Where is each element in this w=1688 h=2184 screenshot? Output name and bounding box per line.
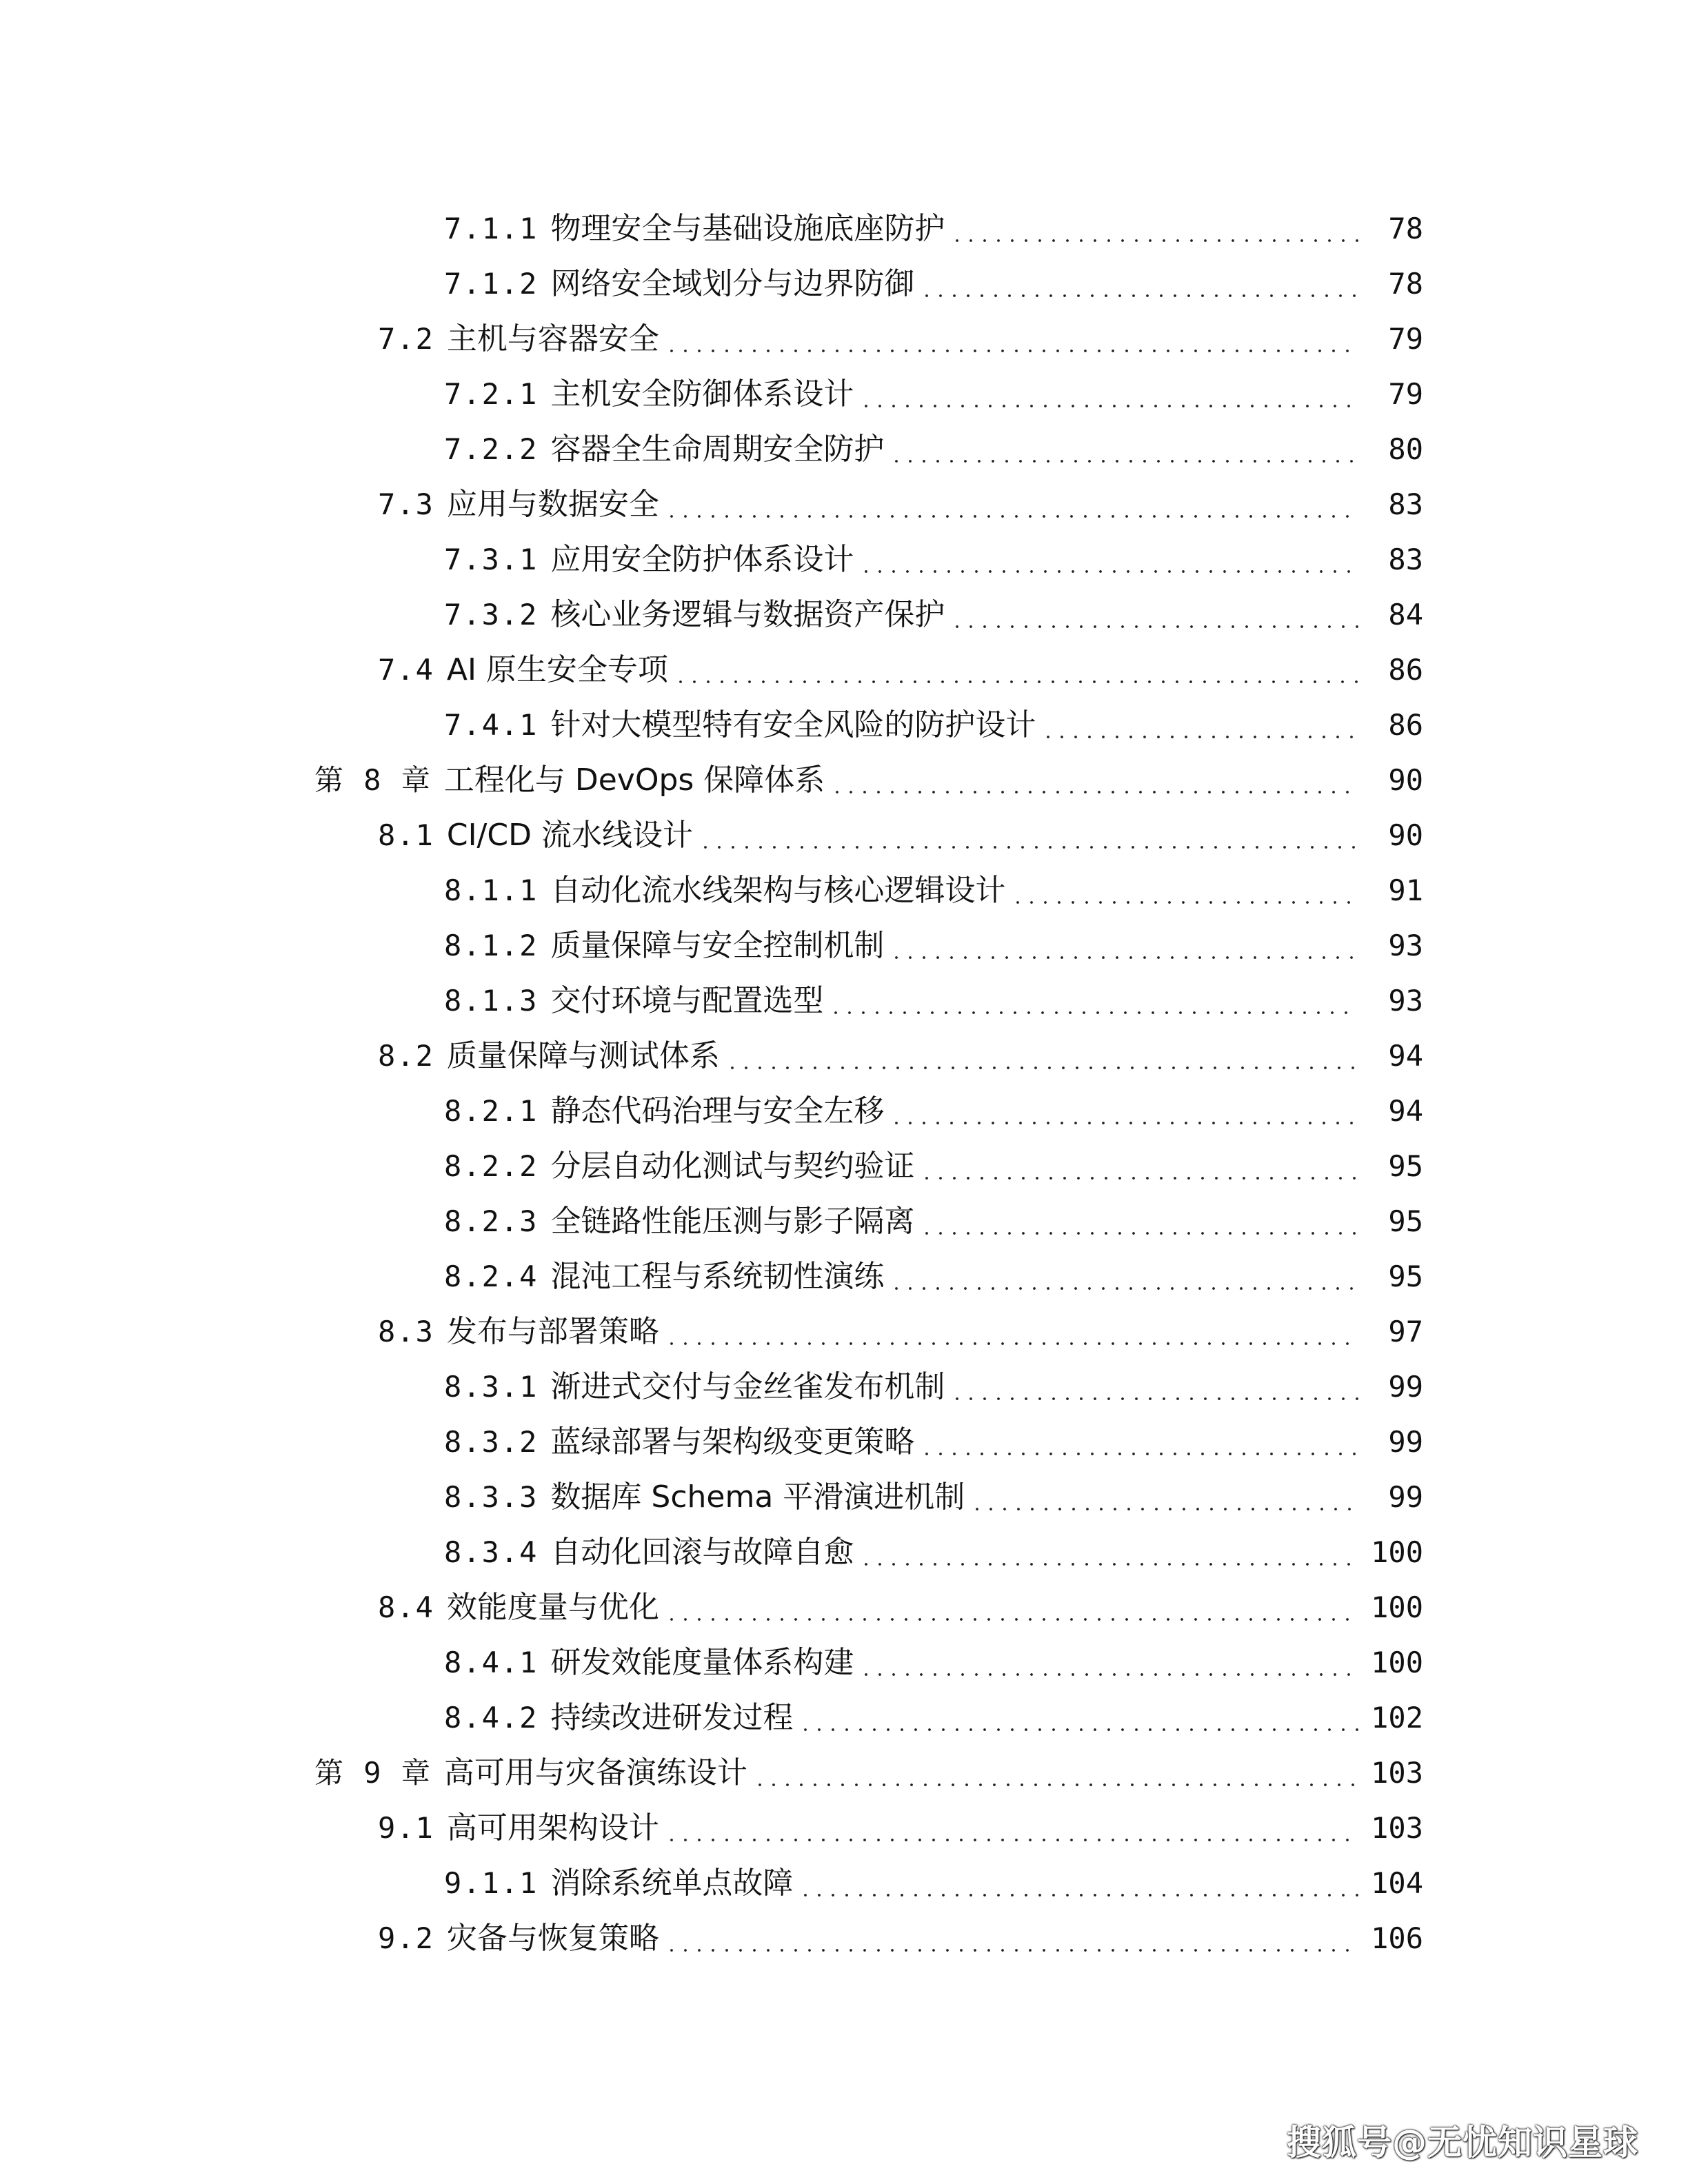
toc-entry-title: 发布与部署策略: [446, 1314, 659, 1349]
dot-leader: [665, 1801, 1358, 1856]
toc-entry-title: 工程化与 DevOps 保障体系: [443, 762, 825, 798]
toc-entry-title: 应用与数据安全: [446, 487, 659, 522]
dot-leader: [950, 1359, 1358, 1415]
toc-entry-page-number: 97: [1388, 1315, 1423, 1348]
dot-leader: [920, 1139, 1358, 1194]
toc-entry-number: 8.2: [378, 1039, 434, 1073]
toc-entry-number: 8.3.1: [444, 1370, 539, 1404]
toc-entry-page-number: 106: [1371, 1921, 1423, 1955]
toc-entry-title: 渐进式交付与金丝雀发布机制: [550, 1369, 945, 1404]
toc-entry-page-number: 100: [1371, 1535, 1423, 1569]
toc-entry-page-number: 83: [1388, 543, 1423, 576]
toc-entry-title: 效能度量与优化: [446, 1590, 659, 1625]
toc-entry-page-number: 103: [1371, 1756, 1423, 1790]
toc-entry-number: 9.1: [378, 1811, 434, 1845]
toc-entry-page-number: 93: [1388, 929, 1423, 962]
toc-entry[interactable]: [0, 1690, 1688, 1746]
toc-entry-title: 主机与容器安全: [446, 321, 659, 356]
toc-entry-page-number: 100: [1371, 1646, 1423, 1679]
toc-entry[interactable]: [0, 1139, 1688, 1194]
toc-entry-title: 质量保障与安全控制机制: [550, 928, 885, 963]
toc-entry[interactable]: [0, 1084, 1688, 1139]
toc-entry-page-number: 78: [1388, 267, 1423, 301]
toc-entry-number: 8.1.1: [444, 873, 539, 907]
toc-entry-page-number: 84: [1388, 598, 1423, 631]
dot-leader: [920, 1415, 1358, 1470]
dot-leader: [890, 918, 1358, 973]
toc-entry-page-number: 93: [1388, 984, 1423, 1018]
toc-entry-number: 8.3.3: [444, 1480, 539, 1514]
toc-entry-page-number: 90: [1388, 763, 1423, 797]
toc-entry-page-number: 86: [1388, 653, 1423, 687]
toc-entry-page-number: 95: [1388, 1204, 1423, 1238]
dot-leader: [890, 1084, 1358, 1139]
toc-entry[interactable]: [0, 753, 1688, 808]
watermark-text: 搜狐号@无忧知识星球: [1287, 2123, 1638, 2163]
toc-entry[interactable]: [0, 808, 1688, 863]
toc-entry[interactable]: [0, 1470, 1688, 1525]
toc-entry[interactable]: [0, 1359, 1688, 1415]
toc-entry-number: 7.2.1: [444, 377, 539, 411]
toc-entry[interactable]: [0, 1580, 1688, 1635]
toc-entry-number: 7.3.1: [444, 543, 539, 576]
dot-leader: [1011, 863, 1358, 918]
toc-entry-number: 8.4.2: [444, 1701, 539, 1735]
toc-entry[interactable]: [0, 477, 1688, 532]
toc-entry-page-number: 94: [1388, 1094, 1423, 1128]
toc-entry[interactable]: [0, 422, 1688, 477]
dot-leader: [665, 477, 1358, 532]
toc-entry[interactable]: [0, 1415, 1688, 1470]
toc-entry[interactable]: [0, 587, 1688, 643]
dot-leader: [890, 1249, 1358, 1304]
toc-entry[interactable]: [0, 1304, 1688, 1359]
toc-entry-title: 自动化回滚与故障自愈: [550, 1535, 854, 1570]
toc-entry-title: 应用安全防护体系设计: [550, 542, 854, 577]
dot-leader: [890, 422, 1358, 477]
toc-entry-page-number: 103: [1371, 1811, 1423, 1845]
toc-entry[interactable]: [0, 863, 1688, 918]
toc-entry-number: 9.1.1: [444, 1866, 539, 1900]
toc-entry[interactable]: [0, 312, 1688, 367]
dot-leader: [665, 1911, 1358, 1966]
toc-entry[interactable]: [0, 973, 1688, 1029]
dot-leader: [798, 1690, 1358, 1746]
toc-entry-title: CI/CD 流水线设计: [446, 818, 693, 853]
toc-entry-title: 物理安全与基础设施底座防护: [550, 211, 945, 246]
toc-entry-number: 第 9 章: [314, 1756, 432, 1790]
toc-entry-title: 分层自动化测试与契约验证: [550, 1149, 915, 1184]
toc-entry-number: 7.2.2: [444, 432, 539, 466]
toc-entry[interactable]: [0, 1746, 1688, 1801]
toc-entry-page-number: 102: [1371, 1701, 1423, 1735]
toc-entry[interactable]: [0, 698, 1688, 753]
dot-leader: [829, 973, 1358, 1029]
toc-entry[interactable]: [0, 1911, 1688, 1966]
toc-entry-number: 8.1: [378, 818, 434, 852]
toc-entry-number: 8.1.3: [444, 984, 539, 1018]
toc-entry-title: 蓝绿部署与架构级变更策略: [550, 1424, 915, 1459]
toc-entry[interactable]: [0, 643, 1688, 698]
dot-leader: [725, 1029, 1358, 1084]
toc-entry-number: 8.1.2: [444, 929, 539, 962]
toc-entry-page-number: 99: [1388, 1480, 1423, 1514]
dot-leader: [859, 1525, 1358, 1580]
toc-entry-number: 8.3.2: [444, 1425, 539, 1459]
toc-entry-title: 容器全生命周期安全防护: [550, 432, 885, 467]
toc-entry-page-number: 91: [1388, 873, 1423, 907]
dot-leader: [950, 201, 1358, 256]
toc-entry-page-number: 99: [1388, 1425, 1423, 1459]
toc-entry[interactable]: [0, 1249, 1688, 1304]
toc-entry-page-number: 95: [1388, 1149, 1423, 1183]
dot-leader: [859, 532, 1358, 587]
toc-entry-page-number: 95: [1388, 1260, 1423, 1293]
toc-entry-title: 全链路性能压测与影子隔离: [550, 1204, 915, 1239]
dot-leader: [674, 643, 1358, 698]
toc-entry[interactable]: [0, 201, 1688, 256]
dot-leader: [798, 1856, 1358, 1911]
toc-entry-page-number: 79: [1388, 322, 1423, 356]
toc-entry-number: 第 8 章: [314, 763, 432, 797]
toc-entry-number: 8.2.3: [444, 1204, 539, 1238]
toc-entry-number: 8.2.4: [444, 1260, 539, 1293]
toc-entry[interactable]: [0, 918, 1688, 973]
toc-entry-title: 针对大模型特有安全风险的防护设计: [550, 707, 1036, 742]
toc-entry[interactable]: [0, 1801, 1688, 1856]
toc-entry-title: 消除系统单点故障: [550, 1866, 794, 1901]
toc-entry-page-number: 104: [1371, 1866, 1423, 1900]
toc-entry-title: 静态代码治理与安全左移: [550, 1093, 885, 1129]
table-of-contents: [0, 201, 1688, 1966]
toc-entry-title: 质量保障与测试体系: [446, 1038, 720, 1073]
dot-leader: [699, 808, 1358, 863]
toc-entry-number: 7.2: [378, 322, 434, 356]
toc-entry-page-number: 99: [1388, 1370, 1423, 1404]
toc-entry-page-number: 86: [1388, 708, 1423, 742]
toc-entry[interactable]: [0, 1856, 1688, 1911]
dot-leader: [859, 367, 1358, 422]
toc-entry-title: 研发效能度量体系构建: [550, 1645, 854, 1680]
dot-leader: [859, 1635, 1358, 1690]
dot-leader: [920, 1194, 1358, 1249]
toc-entry-page-number: 83: [1388, 487, 1423, 521]
toc-entry-number: 8.3.4: [444, 1535, 539, 1569]
toc-entry-title: 核心业务逻辑与数据资产保护: [550, 597, 945, 632]
toc-entry-number: 7.3.2: [444, 598, 539, 631]
toc-entry-number: 8.4: [378, 1590, 434, 1624]
toc-entry-number: 7.4.1: [444, 708, 539, 742]
toc-entry-number: 7.1.1: [444, 212, 539, 245]
toc-entry[interactable]: [0, 1635, 1688, 1690]
toc-entry-page-number: 80: [1388, 432, 1423, 466]
toc-entry-title: 高可用与灾备演练设计: [443, 1755, 747, 1790]
toc-entry-page-number: 78: [1388, 212, 1423, 245]
toc-entry[interactable]: [0, 1525, 1688, 1580]
toc-entry-title: 高可用架构设计: [446, 1810, 659, 1846]
toc-entry-title: 自动化流水线架构与核心逻辑设计: [550, 873, 1006, 908]
dot-leader: [970, 1470, 1358, 1525]
toc-entry[interactable]: [0, 367, 1688, 422]
toc-entry-title: 灾备与恢复策略: [446, 1921, 659, 1956]
toc-entry-page-number: 79: [1388, 377, 1423, 411]
dot-leader: [753, 1746, 1358, 1801]
toc-entry-page-number: 90: [1388, 818, 1423, 852]
toc-entry-number: 7.1.2: [444, 267, 539, 301]
dot-leader: [665, 1304, 1358, 1359]
dot-leader: [920, 256, 1358, 312]
toc-entry-page-number: 94: [1388, 1039, 1423, 1073]
toc-entry-title: 主机安全防御体系设计: [550, 376, 854, 412]
dot-leader: [665, 1580, 1358, 1635]
toc-entry-title: 持续改进研发过程: [550, 1700, 794, 1735]
dot-leader: [830, 753, 1358, 808]
toc-entry-number: 7.4: [378, 653, 434, 687]
dot-leader: [665, 312, 1358, 367]
toc-entry-number: 7.3: [378, 487, 434, 521]
toc-entry-number: 8.3: [378, 1315, 434, 1348]
toc-entry-page-number: 100: [1371, 1590, 1423, 1624]
toc-entry-number: 8.4.1: [444, 1646, 539, 1679]
toc-entry[interactable]: [0, 532, 1688, 587]
toc-entry[interactable]: [0, 256, 1688, 312]
toc-entry-title: 交付环境与配置选型: [550, 983, 824, 1018]
toc-entry-number: 9.2: [378, 1921, 434, 1955]
toc-entry-title: 数据库 Schema 平滑演进机制: [550, 1479, 965, 1515]
toc-entry-title: AI 原生安全专项: [446, 652, 668, 687]
dot-leader: [1041, 698, 1358, 753]
toc-entry-number: 8.2.2: [444, 1149, 539, 1183]
toc-entry-title: 混沌工程与系统韧性演练: [550, 1259, 885, 1294]
toc-entry[interactable]: [0, 1029, 1688, 1084]
toc-entry-title: 网络安全域划分与边界防御: [550, 266, 915, 301]
toc-entry-number: 8.2.1: [444, 1094, 539, 1128]
toc-entry[interactable]: [0, 1194, 1688, 1249]
dot-leader: [950, 587, 1358, 643]
